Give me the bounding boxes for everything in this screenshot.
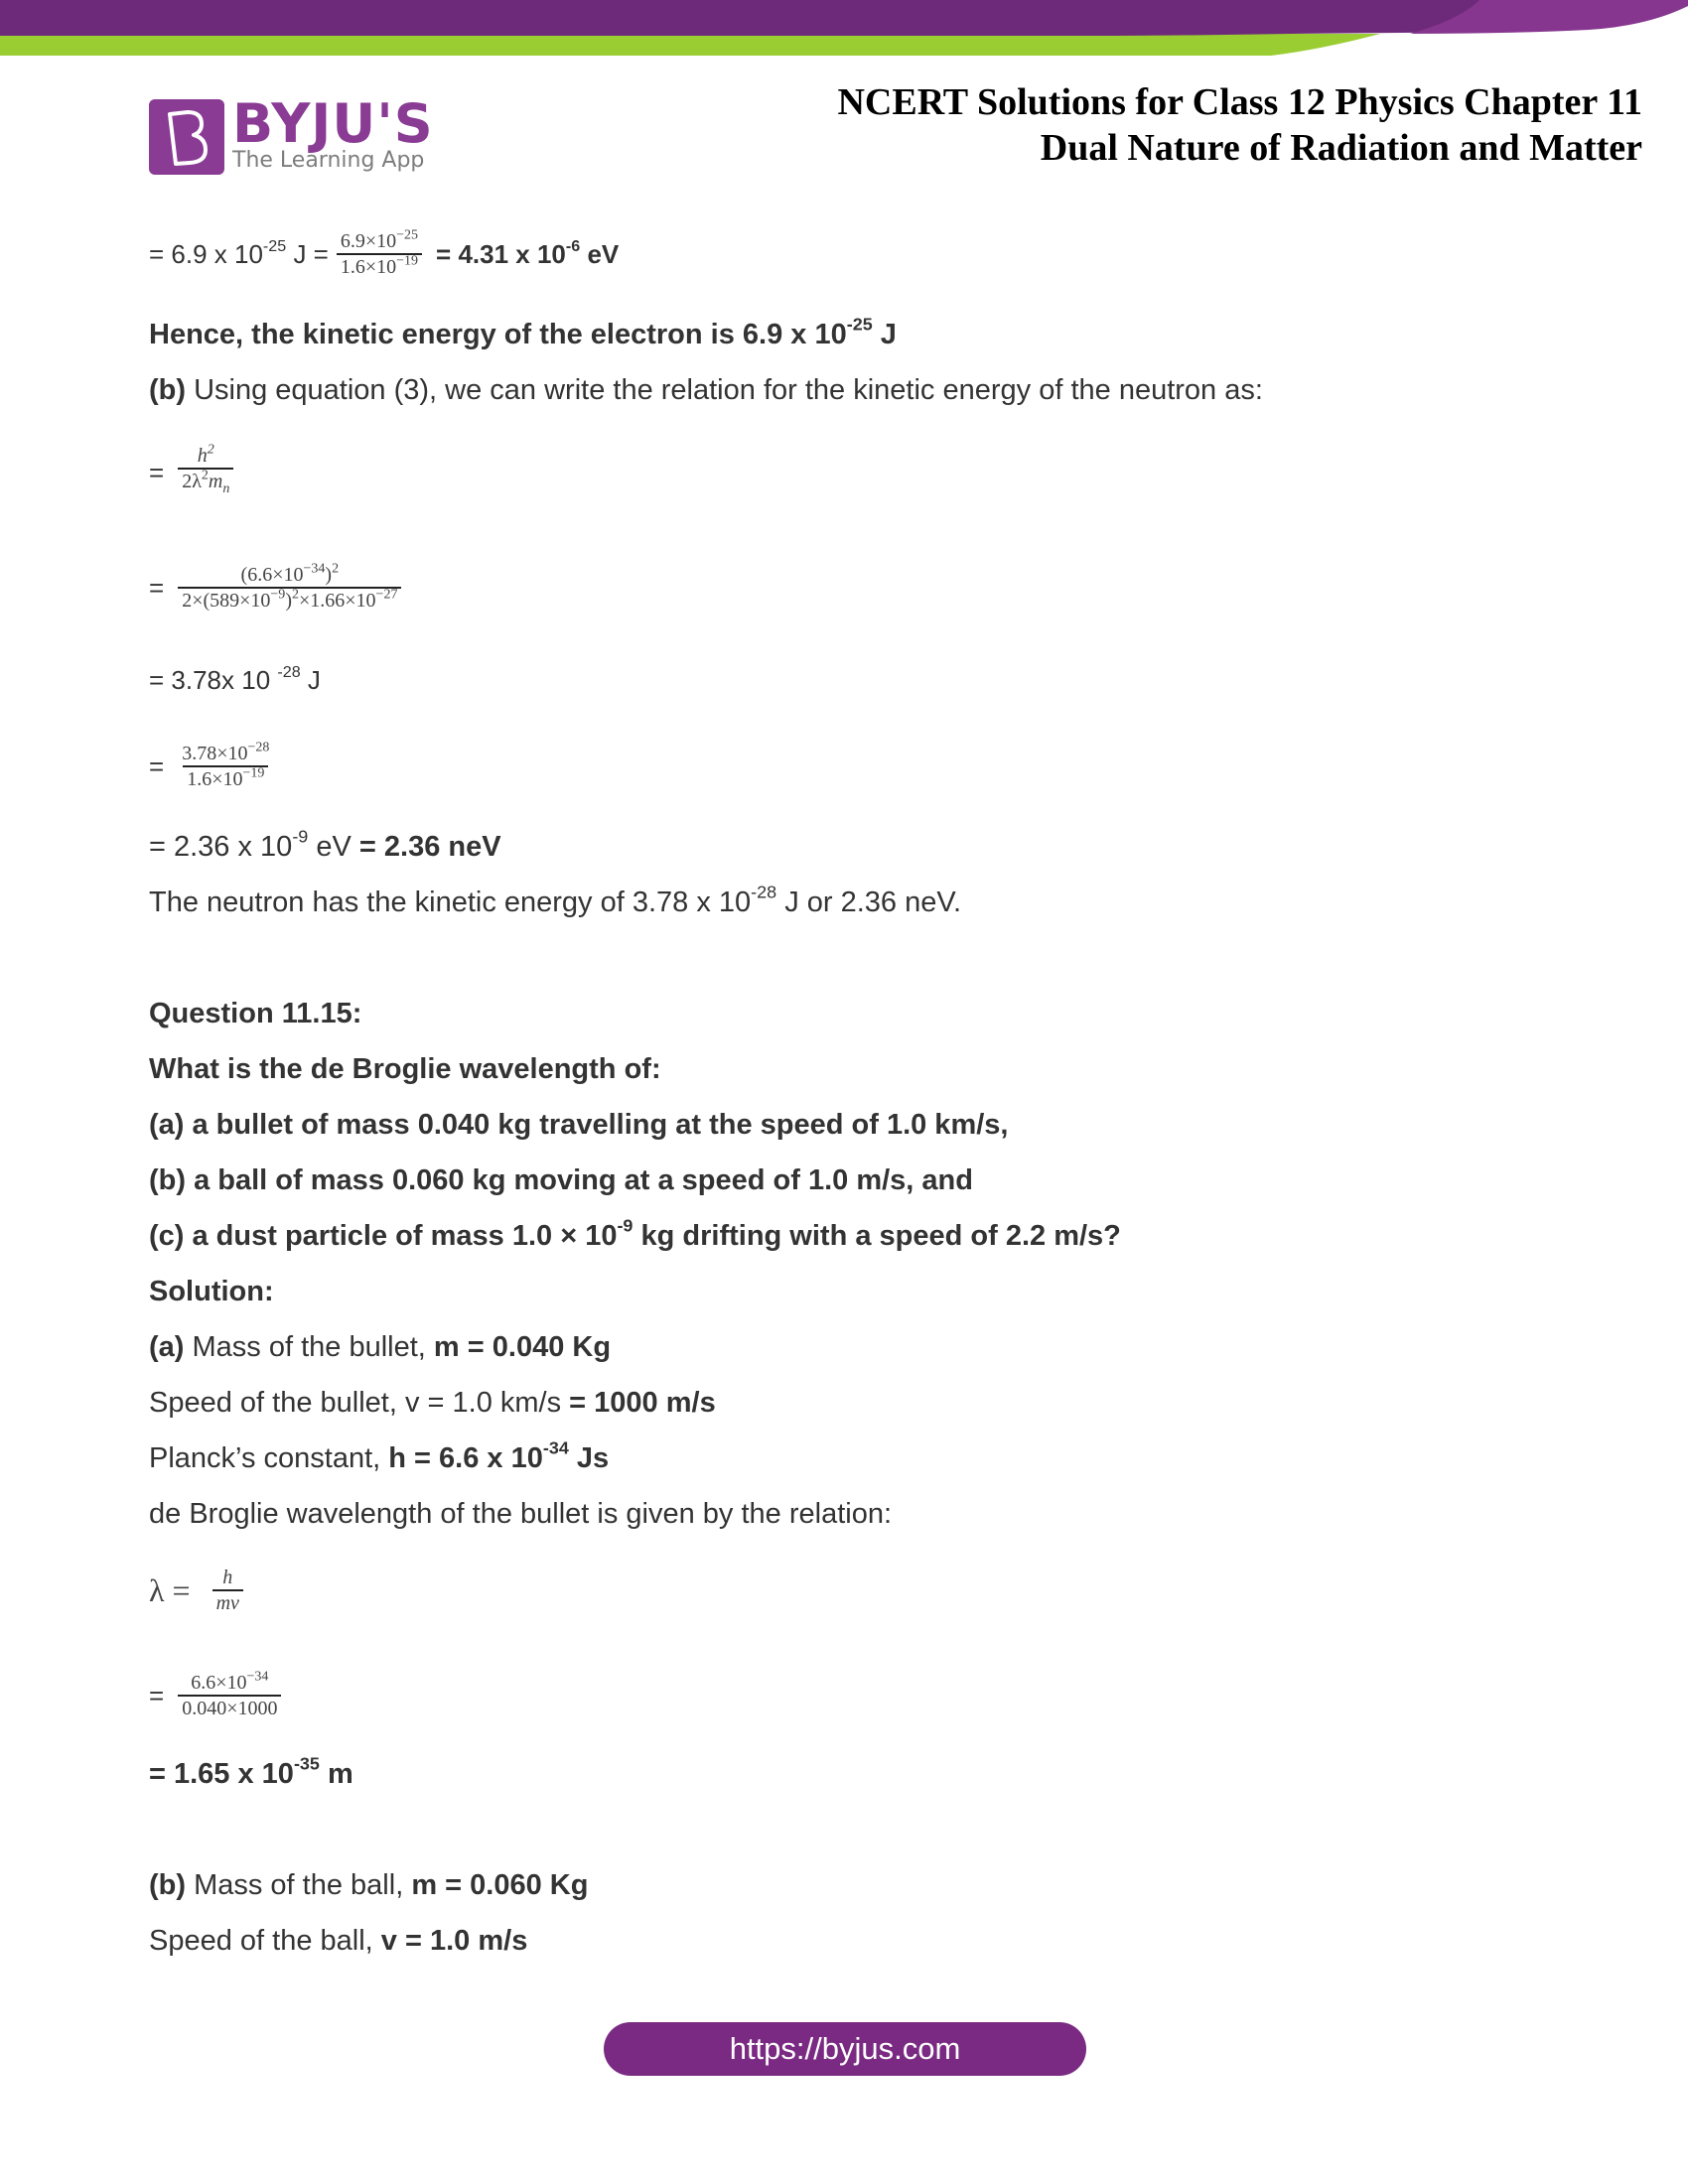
fraction: $\frac{h^2}{2\lambda^2m_n}$ [178,445,233,500]
electron-conclusion: Hence, the kinetic energy of the electron is 6.9 x $10^{-25}$ J [149,314,897,350]
solution-a-speed: Speed of the bullet, v = 1.0 km/s = 1000 m/s [149,1387,716,1419]
banner-graphic [0,0,1688,69]
equation-lambda-substitution: = $\frac{6.6\times 10^{-34}}{0.040\times 1000}$ [149,1672,281,1719]
title-line-1: NCERT Solutions for Class 12 Physics Chapter 11 [837,81,1642,123]
logo-tagline: The Learning App [232,148,425,173]
header-banner [0,0,1688,69]
question-prompt: What is the de Broglie wavelength of: [149,1053,661,1085]
byjus-logo [149,92,434,175]
question-heading: Question 11.15: [149,998,362,1029]
solution-heading: Solution: [149,1276,274,1307]
equation-convert-ev: = $\frac{3.78\times 10^{-28}}{1.6\times 10^{-19}}$ [149,743,273,790]
solution-a-planck: Planck’s constant, h = 6.6 x $10^{-34}$ Js [149,1437,610,1474]
solution-b-speed: Speed of the ball, v = 1.0 m/s [149,1925,528,1957]
fraction: $\frac{h}{mv}$ [212,1567,243,1614]
question-part-b: (b) a ball of mass 0.060 kg moving at a speed of 1.0 m/s, and [149,1164,973,1196]
fraction: $\frac{6.9\times 10^{-25}}{1.6\times 10^{-19}}$ [337,230,422,278]
equation-electron-energy: = 6.9 x $10^{-25}$ J = $\frac{6.9\times 10^{-25}}{1.6\times 10^{-19}}$ = 4.31 x $10^{-6}$ eV [149,227,620,278]
logo-brand-name: BYJU'S [232,92,434,155]
equation-neutron-substitution: = $\frac{(6.6\times 10^{-34})^2}{2\times(589\times 10^{-9})^2\times 1.66\times 10^{-27}}$ [149,564,401,612]
solution-b-mass: (b) Mass of the ball, m = 0.060 Kg [149,1869,589,1901]
equation-result-ev: = 2.36 x $10^{-9}$ eV = 2.36 neV [149,826,501,863]
document-title [837,79,1642,171]
equation-lambda: λ = $\frac{h}{mv}$ [149,1567,243,1614]
fraction: $\frac{3.78\times 10^{-28}}{1.6\times 10^{-19}}$ [182,740,270,790]
solution-a-mass: (a) Mass of the bullet, m = 0.040 Kg [149,1331,612,1363]
fraction: $\frac{6.6\times 10^{-34}}{0.040\times 1000}$ [178,1672,281,1719]
equation-kinetic-formula: = $\frac{h^2}{2\lambda^2m_n}$ [149,445,233,500]
solution-a-relation: de Broglie wavelength of the bullet is given by the relation: [149,1498,893,1530]
footer-website-link[interactable]: https://byjus.com [604,2022,1086,2076]
question-part-a: (a) a bullet of mass 0.040 kg travelling at the speed of 1.0 km/s, [149,1109,1009,1141]
equation-result-joules: = 3.78x 10 $^{-28}$ J [149,662,321,695]
solution-a-result: = 1.65 x $10^{-35}$ m [149,1753,353,1790]
neutron-conclusion: The neutron has the kinetic energy of 3.78 x $10^{-28}$ J or 2.36 neV. [149,882,962,918]
title-line-2: Dual Nature of Radiation and Matter [1040,127,1642,169]
part-b-intro: (b) Using equation (3), we can write the relation for the kinetic energy of the neutron as: [149,374,1263,406]
logo-mark-icon [149,99,224,175]
question-part-c: (c) a dust particle of mass $1.0 \times 10^{-9}$ kg drifting with a speed of 2.2 m/s? [149,1215,1121,1252]
fraction: $\frac{(6.6\times 10^{-34})^2}{2\times(589\times 10^{-9})^2\times 1.66\times 10^{-27}}$ [178,564,401,612]
